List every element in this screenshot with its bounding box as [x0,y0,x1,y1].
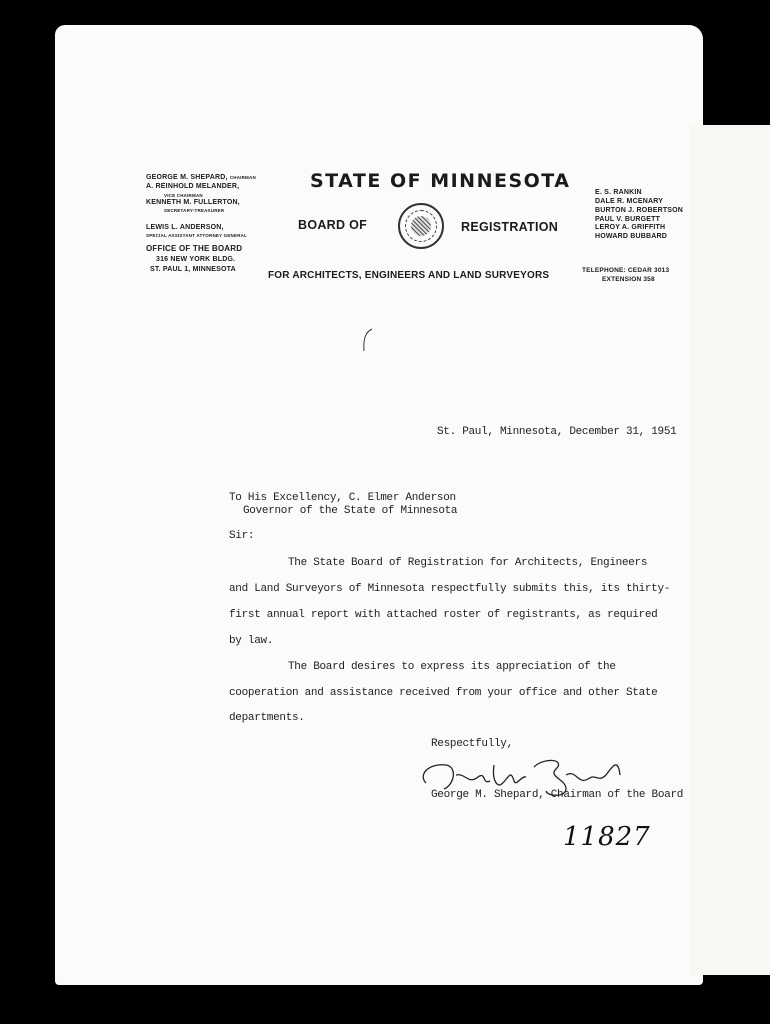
paragraph-1-line-2: and Land Surveyors of Minnesota respectfully submits this, its thirty- [229,583,671,595]
signature-line: George M. Shepard, Chairman of the Board [431,789,684,801]
pencil-mark-icon [358,326,378,354]
member-1: E. S. RANKIN [595,189,642,196]
paragraph-2-line-3: departments. [229,712,305,724]
paragraph-2-line-2: cooperation and assistance received from your office and other State [229,687,658,699]
underlying-page [690,125,770,975]
addressee-line-2: Governor of the State of Minnesota [243,505,458,517]
office-address-1: 316 NEW YORK BLDG. [156,256,236,263]
officer-attorney-title: SPECIAL ASSISTANT ATTORNEY GENERAL [146,233,248,238]
paragraph-2-line-1: The Board desires to express its appreciation of the [288,661,616,673]
paragraph-1-line-4: by law. [229,635,274,647]
telephone: TELEPHONE: CEDAR 3013 [582,267,670,274]
paragraph-1-line-1: The State Board of Registration for Architects, Engineers [288,557,648,569]
state-seal-icon [398,203,444,249]
officer-secretary-name: KENNETH M. FULLERTON, [146,199,240,206]
closing: Respectfully, [431,738,513,750]
member-5: LEROY A. GRIFFITH [595,224,666,231]
officer-vice-chairman-title: VICE CHAIRMAN [164,193,203,198]
officer-vice-chairman-name: A. REINHOLD MELANDER, [146,183,240,190]
member-6: HOWARD BUBBARD [595,233,668,240]
office-address-2: ST. PAUL 1, MINNESOTA [150,266,236,273]
office-label: OFFICE OF THE BOARD [146,244,243,253]
salutation: Sir: [229,530,255,542]
board-purpose-line: FOR ARCHITECTS, ENGINEERS AND LAND SURVEYORS [268,270,550,281]
officer-attorney-name: LEWIS L. ANDERSON, [146,224,224,231]
state-title: STATE OF MINNESOTA [310,170,571,192]
handwritten-number: 11827 [563,822,651,852]
officer-secretary-title: SECRETARY-TREASURER [164,208,225,213]
addressee-line-1: To His Excellency, C. Elmer Anderson [229,492,456,504]
registration-label: REGISTRATION [461,220,559,234]
date-line: St. Paul, Minnesota, December 31, 1951 [437,426,677,438]
paragraph-1-line-3: first annual report with attached roster of registrants, as required [229,609,658,621]
board-of-label: BOARD OF [298,218,368,232]
member-4: PAUL V. BURGETT [595,216,661,223]
member-2: DALE R. MCENARY [595,198,664,205]
officer-chairman: GEORGE M. SHEPARD, CHAIRMAN [146,174,256,181]
telephone-extension: EXTENSION 358 [602,276,655,283]
member-3: BURTON J. ROBERTSON [595,207,684,214]
